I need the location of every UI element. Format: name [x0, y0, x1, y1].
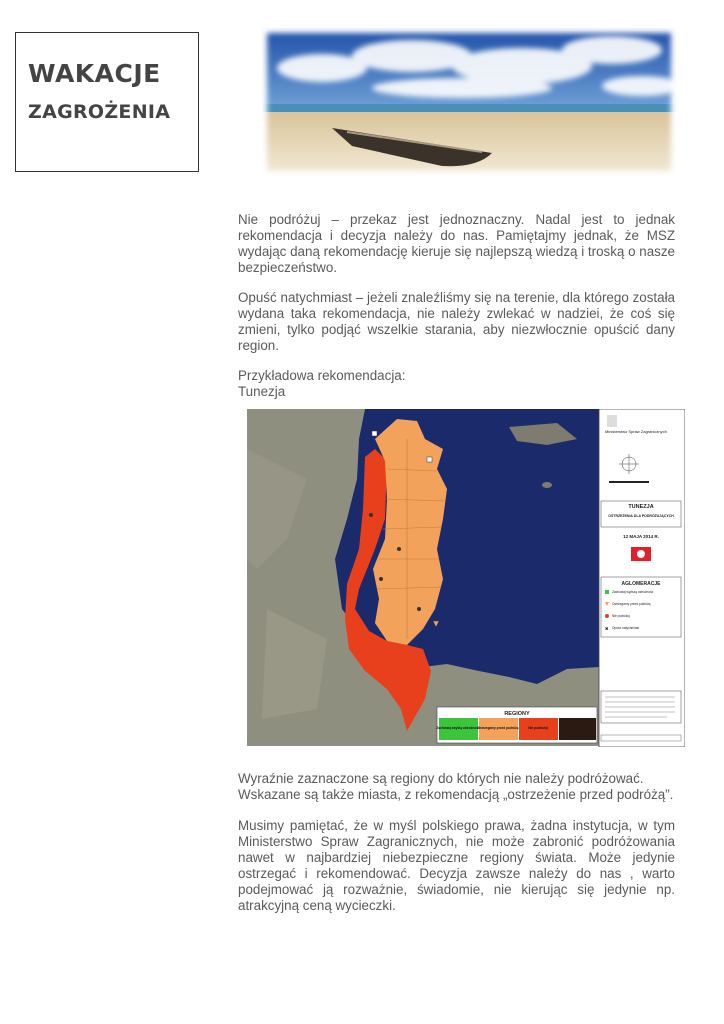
- beach-photo: [262, 28, 676, 176]
- paragraph-line: Tunezja: [238, 384, 286, 399]
- paragraph-line: Wyraźnie zaznaczone są regiony do których nie należy podróżować.: [238, 771, 644, 786]
- legend-agl-item: Zachowaj wyższą ostrożność: [612, 590, 654, 594]
- legend-region-item: Ostrzegamy przed podróżą: [477, 726, 519, 730]
- legend-regiony-title: REGIONY: [504, 711, 530, 717]
- paragraph-text: Nie podróżuj – przekaz jest jednoznaczny. Nadal jest to jednak rekomendacja i decyzja należy do nas. Pamiętajmy jednak, że MSZ wydając daną rekomendację kieruje się najlepszą wiedzą i troską o nasze bezpieczeństwo.: [238, 212, 675, 275]
- legend-agl-item: Nie podróżuj: [612, 614, 630, 618]
- paragraph-opusc-natychmiast: [238, 290, 675, 354]
- legend-agl-item: Ostrzegamy przed podróżą: [612, 602, 651, 606]
- page-title: WAKACJE: [28, 59, 161, 88]
- paragraph-przykladowa: [238, 368, 675, 400]
- legend-subtitle: OSTRZEŻENIA DLA PODRÓŻUJĄCYCH: [608, 514, 674, 518]
- title-box: [15, 32, 199, 172]
- tunisia-map: [247, 409, 685, 747]
- legend-region-item: Zachowaj zwykłą ostrożność: [436, 726, 480, 730]
- paragraph-text: Musimy pamiętać, że w myśl polskiego prawa, żadna instytucja, w tym Ministerstwo Spraw Zagranicznych, nie może zabronić podróżowania nawet w najbardziej niebezpieczne regiony świata. Może jedynie ostrzegać i rekomendować. Decyzja zawsze należy do nas , warto podejmować ją rozważnie, świadomie, nie kierując się jedynie np. atrakcyjną ceną wycieczki.: [238, 818, 675, 913]
- legend-ministry: Ministerstwo Spraw Zagranicznych: [605, 429, 667, 434]
- legend-aglomeracje-title: AGLOMERACJE: [621, 581, 661, 587]
- paragraph-regiony: [238, 771, 675, 803]
- paragraph-text: Opuść natychmiast – jeżeli znaleźliśmy się na terenie, dla którego została wydana taka rekomendacja, nie należy zwlekać w nadziei, że coś się zmieni, tylko podjąć wszelkie starania, aby niezwłocznie opuścić dany region.: [238, 290, 675, 353]
- legend-agl-item: Opuść natychmiast: [612, 626, 640, 630]
- paragraph-line: Wskazane są także miasta, z rekomendacją „ostrzeżenie przed podróżą”.: [238, 787, 674, 802]
- page-subtitle: ZAGROŻENIA: [28, 101, 171, 123]
- legend-country: TUNEZJA: [628, 504, 654, 510]
- paragraph-line: Przykładowa rekomendacja:: [238, 368, 406, 383]
- paragraph-nie-podrozuj: [238, 212, 675, 276]
- svg-text:✖: ✖: [605, 626, 609, 631]
- legend-region-item: Nie podróżuj: [528, 726, 548, 730]
- paragraph-musimy-pamietac: [238, 818, 675, 914]
- legend-date: 12 MAJA 2014 R.: [623, 534, 659, 539]
